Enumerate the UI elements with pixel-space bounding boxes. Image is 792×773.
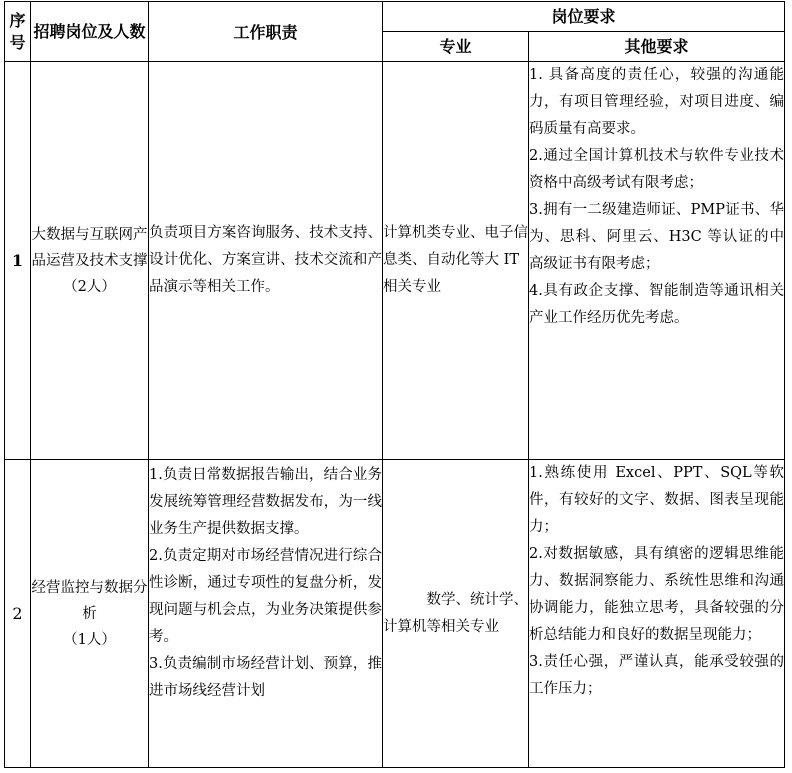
- duties-cell: [149, 460, 383, 768]
- table-row: [5, 62, 785, 460]
- requirement-item: 4.具有政企支撑、智能制造等通讯相关产业工作经历优先考虑。: [529, 283, 784, 326]
- row-number: 1: [5, 62, 31, 460]
- position-title: 大数据与互联网产品运营及技术支撑: [31, 226, 148, 269]
- requirement-item: 2.通过全国计算机技术与软件专业技术资格中高级考试有限考虑；: [529, 148, 784, 191]
- requirement-item: 1.熟练使用 Excel、PPT、SQL等软件，有较好的文字、数据、图表呈现能力；: [529, 465, 784, 535]
- job-requirements-table: [4, 1, 785, 768]
- duty-item: 1.负责日常数据报告输出，结合业务发展统筹管理经营数据发布，为一线业务生产提供数据支撑。: [149, 467, 382, 537]
- header-number: 序号: [5, 2, 31, 62]
- major-cell: 计算机类专业、电子信息类、自动化等大 IT 相关专业: [383, 62, 529, 460]
- row-number: 2: [5, 460, 31, 768]
- header-major: 专业: [383, 32, 529, 62]
- duty-item: 3.负责编制市场经营计划、预算，推进市场线经营计划: [149, 656, 382, 699]
- position-cell: [31, 460, 149, 768]
- requirement-item: 3.责任心强，严谨认真，能承受较强的工作压力；: [529, 654, 784, 697]
- position-cell: [31, 62, 149, 460]
- headcount: （1人）: [63, 631, 116, 648]
- header-position: 招聘岗位及人数: [31, 2, 149, 62]
- other-requirements-cell: [529, 62, 785, 460]
- header-duties: 工作职责: [149, 2, 383, 62]
- requirement-item: 1. 具备高度的责任心，较强的沟通能力，有项目管理经验，对项目进度、编码质量有高要求。: [529, 67, 784, 137]
- position-title: 经营监控与数据分析: [31, 579, 148, 622]
- header-other: 其他要求: [529, 32, 785, 62]
- requirement-item: 2.对数据敏感，具有缜密的逻辑思维能力、数据洞察能力、系统性思维和沟通协调能力，能独立思考，具备较强的分析总结能力和良好的数据呈现能力；: [529, 546, 784, 643]
- table-row: [5, 460, 785, 768]
- headcount: （2人）: [63, 278, 116, 295]
- requirement-item: 3.拥有一二级建造师证、PMP证书、华为、思科、阿里云、H3C 等认证的中高级证书有限考虑；: [529, 202, 784, 272]
- header-requirements: 岗位要求: [383, 2, 785, 32]
- duty-item: 2.负责定期对市场经营情况进行综合性诊断，通过专项性的复盘分析，发现问题与机会点，为业务决策提供参考。: [149, 548, 382, 645]
- other-requirements-cell: [529, 460, 785, 768]
- duties-cell: 负责项目方案咨询服务、技术支持、设计优化、方案宣讲、技术交流和产品演示等相关工作。: [149, 62, 383, 460]
- major-cell: 数学、统计学、计算机等相关专业: [383, 460, 529, 768]
